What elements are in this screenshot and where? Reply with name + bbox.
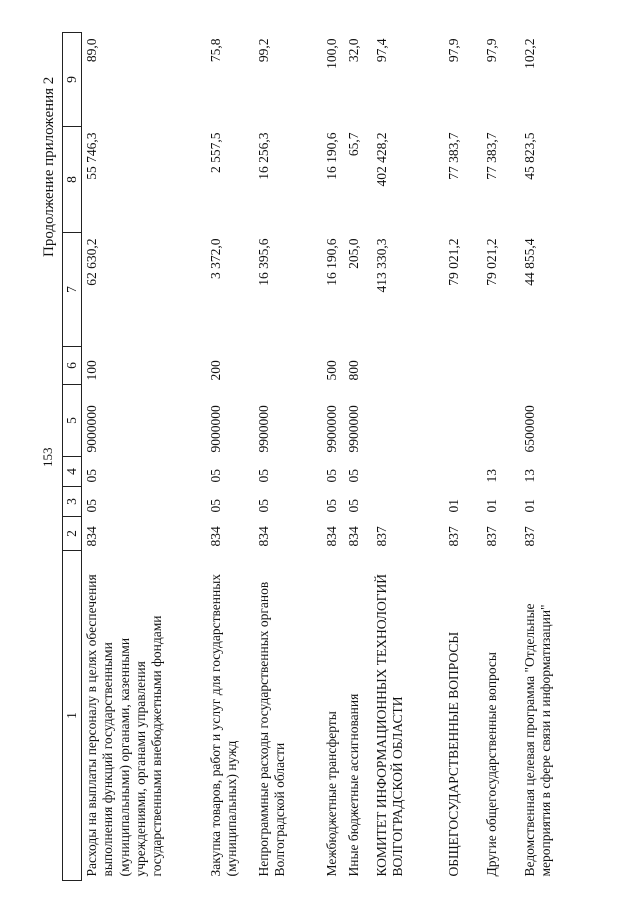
cell-percent: 97,9 <box>445 38 461 63</box>
col-header-5: 5 <box>63 385 82 457</box>
col-header-4: 4 <box>63 457 82 487</box>
row-name: Другие общегосударственные вопросы <box>483 652 499 877</box>
cell-target <box>372 385 436 457</box>
table-row <box>198 33 246 881</box>
cell-type <box>372 347 436 385</box>
cell-section: 05 <box>345 499 361 513</box>
cell-actual: 16 190,6 <box>323 132 339 180</box>
row-name: ОБЩЕГОСУДАРСТВЕННЫЕ ВОПРОСЫ <box>445 631 461 877</box>
cell-type: 200 <box>207 360 223 381</box>
cell-target: 9000000 <box>84 405 100 453</box>
cell-subsection: 13 <box>483 469 499 483</box>
table-row <box>436 33 474 881</box>
col-header-1: 1 <box>63 551 82 881</box>
cell-actual: 45 823,5 <box>521 132 537 180</box>
cell-plan: 79 021,2 <box>445 238 461 286</box>
cell-code: 834 <box>84 526 100 547</box>
cell-plan: 62 630,2 <box>84 238 100 286</box>
cell-section: 05 <box>255 499 271 513</box>
budget-table <box>62 32 564 881</box>
cell-target: 6500000 <box>521 405 537 453</box>
cell-target: 9000000 <box>207 405 223 453</box>
cell-subsection: 05 <box>323 469 339 483</box>
col-header-3: 3 <box>63 487 82 517</box>
cell-percent: 102,2 <box>521 38 537 69</box>
table-row <box>344 33 372 881</box>
cell-percent: 97,9 <box>483 38 499 63</box>
table-row <box>246 33 314 881</box>
row-name: КОМИТЕТ ИНФОРМАЦИОННЫХ ТЕХНОЛОГИЙ ВОЛГОГРАДСКОЙ ОБЛАСТИ <box>373 573 405 877</box>
cell-plan: 44 855,4 <box>521 238 537 286</box>
row-name: Расходы на выплаты персоналу в целях обеспечения выполнения функций государственными (муниципальными) органами, казенными учреждениями, органами управления государственными внебюджетными фондами <box>84 574 164 877</box>
cell-percent: 32,0 <box>345 38 361 63</box>
cell-subsection: 13 <box>521 469 537 483</box>
cell-actual: 65,7 <box>345 132 361 157</box>
cell-code: 834 <box>323 526 339 547</box>
cell-percent: 89,0 <box>84 38 100 63</box>
table-row <box>372 33 436 881</box>
cell-code: 834 <box>207 526 223 547</box>
cell-percent: 75,8 <box>207 38 223 63</box>
cell-percent: 99,2 <box>255 38 271 63</box>
cell-section: 01 <box>521 499 537 513</box>
cell-actual: 77 383,7 <box>483 132 499 180</box>
cell-subsection <box>436 457 474 487</box>
col-header-9: 9 <box>63 33 82 127</box>
cell-actual: 402 428,2 <box>373 132 389 187</box>
cell-plan: 79 021,2 <box>483 238 499 286</box>
cell-type: 800 <box>345 360 361 381</box>
table-header-row <box>63 33 82 881</box>
cell-section: 01 <box>445 499 461 513</box>
cell-type: 500 <box>323 360 339 381</box>
table-row <box>82 33 198 881</box>
row-name: Иные бюджетные ассигнования <box>345 693 361 877</box>
cell-plan: 205,0 <box>345 238 361 269</box>
cell-code: 837 <box>483 526 499 547</box>
cell-target <box>474 385 512 457</box>
col-header-6: 6 <box>63 347 82 385</box>
cell-plan: 16 395,6 <box>255 238 271 286</box>
cell-type <box>474 347 512 385</box>
cell-type <box>246 347 314 385</box>
cell-code: 837 <box>373 526 389 547</box>
table-row <box>314 33 344 881</box>
cell-actual: 2 557,5 <box>207 132 223 173</box>
cell-plan: 413 330,3 <box>373 238 389 293</box>
cell-target <box>436 385 474 457</box>
cell-code: 837 <box>521 526 537 547</box>
cell-actual: 55 746,3 <box>84 132 100 180</box>
cell-subsection: 05 <box>345 469 361 483</box>
cell-code: 834 <box>255 526 271 547</box>
row-name: Межбюджетные трансферты <box>323 711 339 877</box>
cell-type <box>512 347 564 385</box>
cell-section: 05 <box>84 499 100 513</box>
cell-plan: 3 372,0 <box>207 238 223 279</box>
cell-target: 9900000 <box>255 405 271 453</box>
cell-section: 05 <box>207 499 223 513</box>
row-name: Непрограммные расходы государственных органов Волгоградской области <box>255 581 287 877</box>
cell-actual: 16 256,3 <box>255 132 271 180</box>
cell-section <box>372 487 436 517</box>
row-name: Ведомственная целевая программа "Отдельные мероприятия в сфере связи и информатизации" <box>521 603 553 877</box>
cell-code: 834 <box>345 526 361 547</box>
cell-percent: 100,0 <box>323 38 339 69</box>
cell-percent: 97,4 <box>373 38 389 63</box>
col-header-8: 8 <box>63 127 82 233</box>
cell-subsection: 05 <box>84 469 100 483</box>
cell-section: 05 <box>323 499 339 513</box>
col-header-7: 7 <box>63 233 82 347</box>
row-name: Закупка товаров, работ и услуг для государственных (муниципальных) нужд <box>207 573 239 877</box>
cell-target: 9900000 <box>345 405 361 453</box>
cell-type <box>436 347 474 385</box>
cell-subsection: 05 <box>207 469 223 483</box>
cell-subsection: 05 <box>255 469 271 483</box>
cell-subsection <box>372 457 436 487</box>
cell-section: 01 <box>483 499 499 513</box>
cell-actual: 77 383,7 <box>445 132 461 180</box>
cell-code: 837 <box>445 526 461 547</box>
cell-target: 9900000 <box>323 405 339 453</box>
page-number: 153 <box>40 447 55 467</box>
table-row <box>474 33 512 881</box>
cell-plan: 16 190,6 <box>323 238 339 286</box>
col-header-2: 2 <box>63 517 82 551</box>
table-row <box>512 33 564 881</box>
continuation-title: Продолжение приложения 2 <box>41 76 57 257</box>
cell-type: 100 <box>84 360 100 381</box>
